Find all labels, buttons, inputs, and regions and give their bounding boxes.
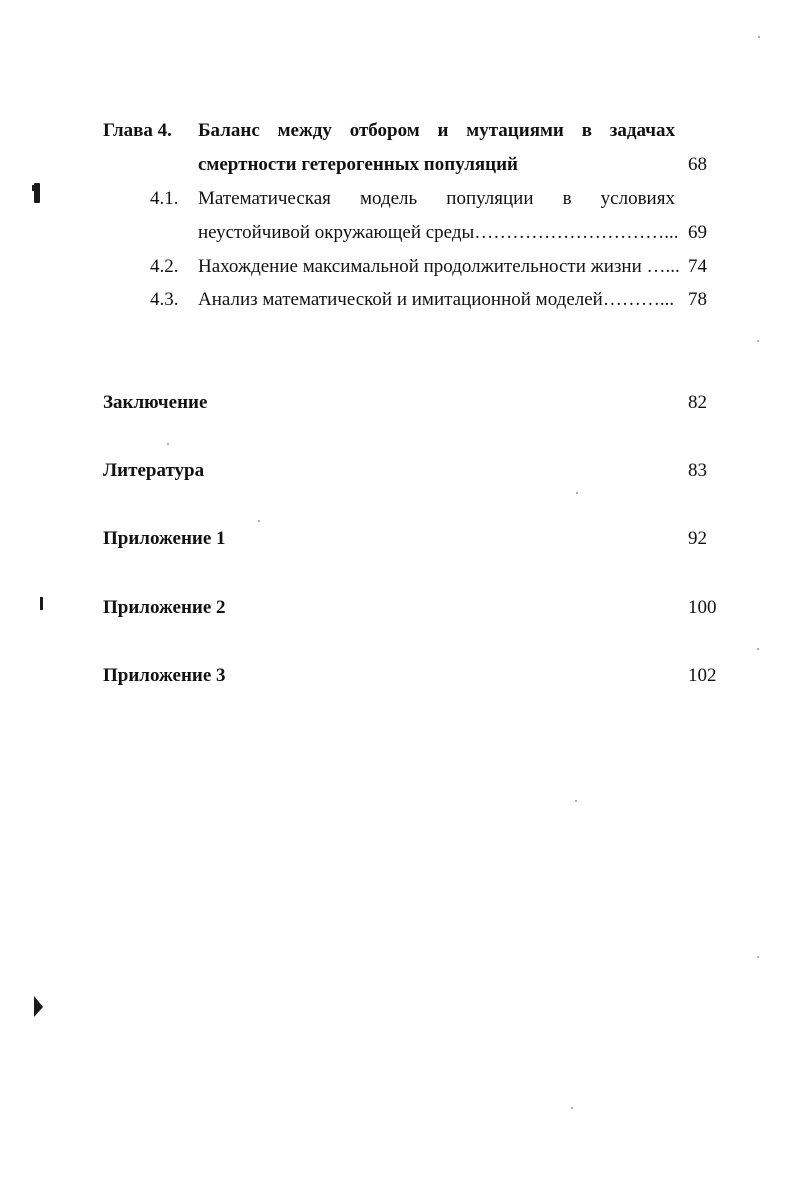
chapter-label: Глава 4. [103, 120, 172, 141]
chapter-title-line-2: смертности гетерогенных популяций [198, 154, 519, 175]
section-page-number: 78 [688, 289, 707, 310]
toc-entry-page-number: 92 [688, 528, 707, 549]
scan-speck [167, 443, 169, 445]
section-title: Нахождение максимальной продолжительности жизни …... [198, 256, 680, 277]
scan-mark [40, 597, 43, 610]
toc-entry-appendix-1: Приложение 1 [103, 528, 226, 549]
toc-entry-appendix-2: Приложение 2 [103, 597, 226, 618]
section-title-word: популяции [446, 188, 534, 209]
chapter-title-word: задачах [609, 120, 675, 141]
scan-speck [258, 520, 260, 522]
scan-speck [757, 648, 759, 650]
toc-entry-page-number: 100 [688, 597, 717, 618]
section-number: 4.3. [150, 289, 179, 310]
toc-entry-page-number: 82 [688, 392, 707, 413]
toc-entry-page-number: 102 [688, 665, 717, 686]
chapter-title-word: Баланс [198, 120, 260, 141]
section-page-number: 74 [688, 256, 707, 277]
scan-speck [757, 340, 759, 342]
section-number: 4.2. [150, 256, 179, 277]
section-title-line-1 [198, 188, 675, 210]
section-title-word: Математическая [198, 188, 331, 209]
scan-speck [758, 36, 760, 38]
chapter-title-word: в [581, 120, 592, 141]
section-title-word: в [562, 188, 572, 209]
section-number: 4.1. [150, 188, 179, 209]
scan-mark [32, 185, 35, 191]
section-title-word: модель [359, 188, 418, 209]
chapter-title-word: и [437, 120, 449, 141]
scan-speck [571, 1107, 573, 1109]
section-title-word: условиях [600, 188, 675, 209]
chapter-title-word: отбором [349, 120, 420, 141]
section-title: Анализ математической и имитационной моделей………... [198, 289, 675, 310]
chapter-title-word: мутациями [466, 120, 564, 141]
toc-entry-literature: Литература [103, 460, 205, 481]
scan-speck [575, 800, 577, 802]
scan-mark-shape [34, 996, 43, 1017]
scan-speck [576, 492, 578, 494]
toc-entry-appendix-3: Приложение 3 [103, 665, 226, 686]
scan-speck [757, 956, 759, 958]
section-title-line-2: неустойчивой окружающей среды…………………………... [198, 222, 679, 243]
toc-entry-page-number: 83 [688, 460, 707, 481]
toc-entry-conclusion: Заключение [103, 392, 208, 413]
chapter-title-line-1 [198, 120, 675, 142]
section-page-number: 69 [688, 222, 707, 243]
chapter-page-number: 68 [688, 154, 707, 175]
scan-mark-triangle [34, 996, 44, 1018]
chapter-title-word: между [277, 120, 332, 141]
